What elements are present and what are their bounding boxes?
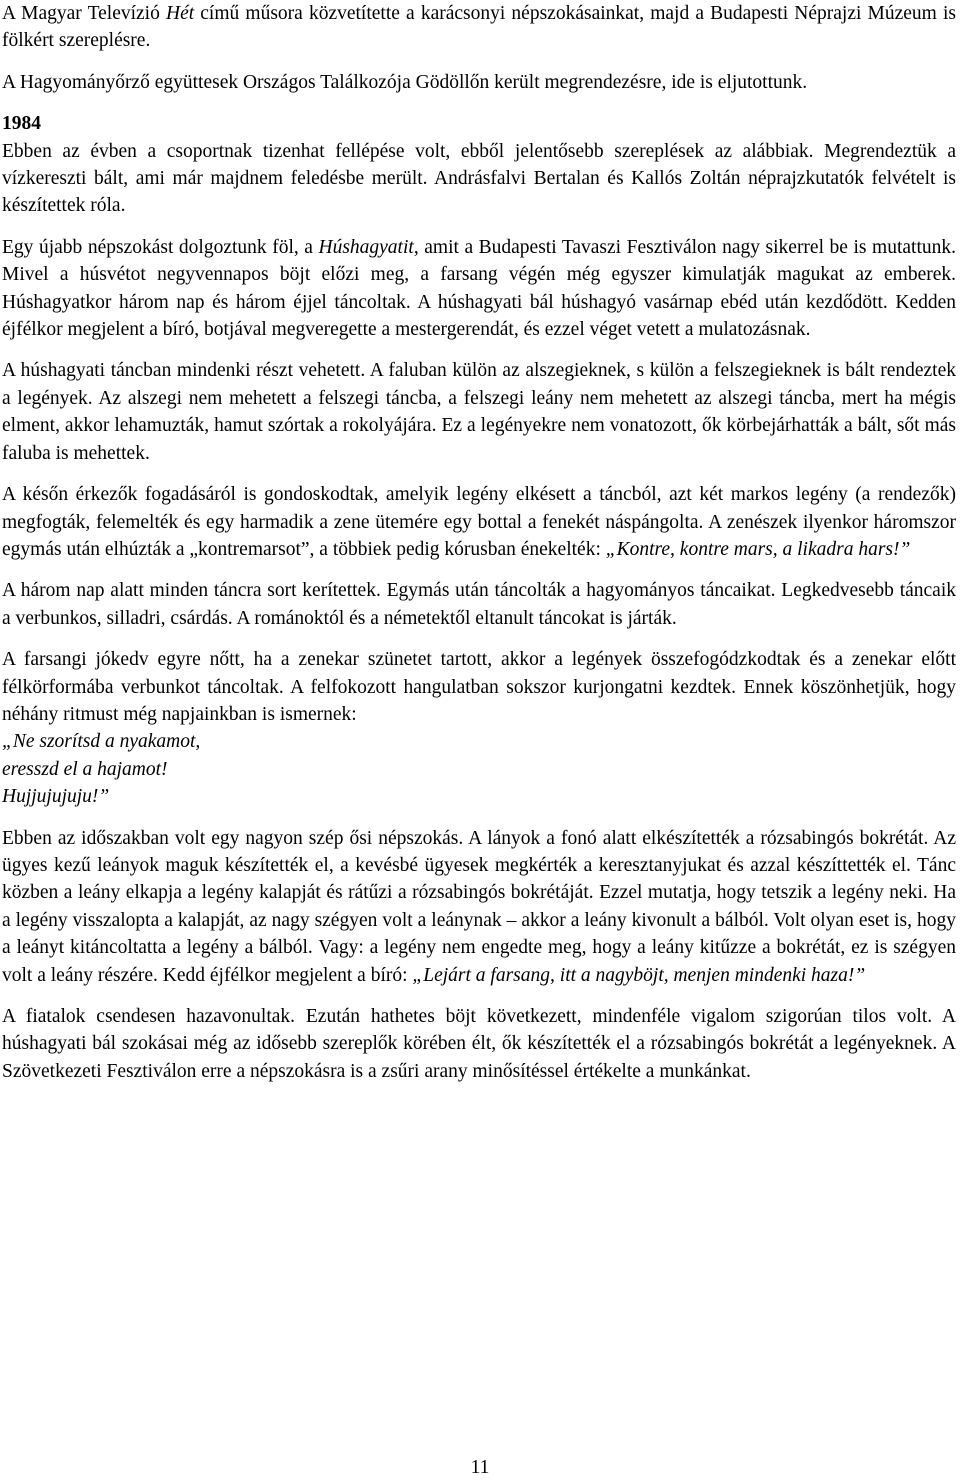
show-title: Hét: [165, 3, 195, 24]
text-run: című műsora közvetítette a karácsonyi népszokásainkat, majd a Budapesti Néprajzi Múzeum is fölkért szereplésre.: [2, 3, 956, 52]
poem-line: Hujjujujuju!”: [2, 786, 110, 808]
text-run: A fiatalok csendesen hazavonultak. Ezután hathetes böjt következett, mindenféle vigalom szigorúan tilos volt. A húshagyati bál szokásai még az idősebb szereplők körében élt, ők készítették el a rózsabingós bokrétát a legényeknek. A Szövetkezeti Fesztiválon erre a népszokásra is a zsűri arany minősítéssel értékelte a munkánkat.: [2, 1006, 956, 1082]
paragraph-2: [2, 69, 956, 96]
year-heading: 1984: [2, 113, 41, 135]
paragraph-11: [2, 1003, 956, 1085]
body-text: [2, 0, 956, 1085]
paragraph-3: [2, 110, 956, 220]
poem-line: „Ne szorítsd a nyakamot,: [2, 731, 201, 753]
custom-name: Húshagyatit: [318, 236, 414, 258]
page-number: 11: [470, 1457, 490, 1478]
paragraph-4: [2, 234, 956, 344]
text-run: A későn érkezők fogadásáról is gondoskodtak, amelyik legény elkésett a táncból, azt két markos legény (a rendezők) megfogták, felemelték és egy harmadik a zene ütemére egy bottal a fenekét náspángolta. A zenészek ilyenkor háromszor egymás után elhúzták a „kontremarsot”, a többiek pedig kórusban énekelték:: [2, 484, 956, 560]
text-run: Egy újabb népszokást dolgoztunk föl, a: [2, 236, 319, 258]
text-run: A három nap alatt minden táncra sort kerítettek. Egymás után táncolták a hagyományos táncaikat. Legkedvesebb táncaik a verbunkos, silladri, csárdás. A románoktól és a németektől eltanult táncokat is járták.: [2, 580, 956, 629]
text-run: A Hagyományőrző együttesek Országos Találkozója Gödöllőn került megrendezésre, ide is eljutottunk.: [2, 71, 808, 93]
paragraph-10: [2, 825, 956, 989]
text-run: A farsangi jókedv egyre nőtt, ha a zenekar szünetet tartott, akkor a legények összefogódzkodtak és a zenekar előtt félkörformába verbunkot táncoltak. A felfokozott hangulatban sokszor kurjongatni kezdtek. Ennek köszönhetjük, hogy néhány ritmust még napjainkban is ismernek:: [2, 649, 956, 725]
paragraph-7: [2, 577, 956, 632]
text-run: A húshagyati táncban mindenki részt vehetett. A faluban külön az alszegieknek, s külön a felszegieknek is bált rendeztek a legények. Az alszegi nem mehetett a felszegi táncba, a felszegi leány nem mehetett az alszegi táncba, mert ha mégis elment, akkor lehamuzták, hamut szórtak a rokolyájára. Ez a legényekre nem vonatozott, ők körbejárhatták a bált, sőt más faluba is mehettek.: [2, 360, 956, 464]
paragraph-1: [2, 0, 956, 55]
text-run: , amit a Budapesti Tavaszi Fesztiválon nagy sikerrel be is mutattunk. Mivel a húsvétot negyvennapos böjt előzi meg, a farsang végén még egyszer kimulatják magukat az emberek. Húshagyatkor három nap és három éjjel táncoltak. A húshagyati bál húshagyó vasárnap ebéd után kezdődött. Kedden éjfélkor megjelent a bíró, botjával megveregette a mestergerendát, és ezzel véget vetett a mulatozásnak.: [2, 236, 956, 341]
poem-quote: [2, 728, 956, 810]
text-run: Ebben az évben a csoportnak tizenhat fellépése volt, ebből jelentősebb szereplések az alábbiak. Megrendeztük a vízkereszti bált, ami már majdnem feledésbe merült. Andrásfalvi Bertalan és Kallós Zoltán néprajzkutatók felvételt is készítettek róla.: [2, 140, 956, 217]
paragraph-5: [2, 357, 956, 467]
poem-line: eresszd el a hajamot!: [2, 758, 168, 780]
judge-quote: „Lejárt a farsang, itt a nagyböjt, menjen mindenki haza!”: [412, 964, 866, 986]
paragraph-8: [2, 646, 956, 728]
song-quote: „Kontre, kontre mars, a likadra hars!”: [605, 538, 911, 560]
text-run: A Magyar Televízió: [2, 3, 166, 24]
text-run: Ebben az időszakban volt egy nagyon szép ősi népszokás. A lányok a fonó alatt elkészítették a rózsabingós bokrétát. Az ügyes kezű leányok maguk készítették el, a kevésbé ügyesek megkérték a keresztanyjukat és azzal készíttették el. Tánc közben a leány elkapja a legény kalapját és rátűzi a rózsabingós bokrétáját. Ezzel mutatja, hogy tetszik a legény neki. Ha a legény visszalopta a kalapját, az nagy szégyen volt a leánynak – akkor a leány kivonult a bálból. Volt olyan eset is, hogy a leányt kitáncoltatta a legény a bálból. Vagy: a legény nem engedte meg, hogy a leány kitűzze a bokrétát, ez is szégyen volt a leány részére. Kedd éjfélkor megjelent a bíró:: [2, 827, 956, 986]
paragraph-6: [2, 481, 956, 563]
